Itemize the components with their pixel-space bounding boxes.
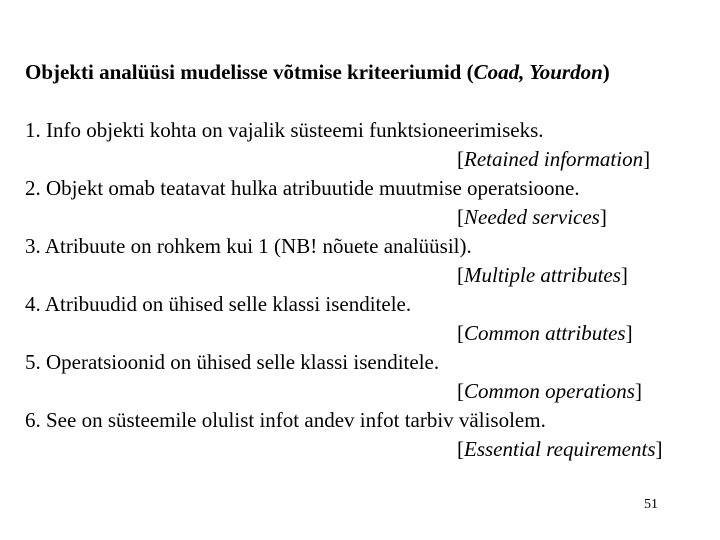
criterion-tag-label: Common operations [464, 379, 635, 403]
criterion-tag [25, 145, 715, 174]
bracket-close: ] [599, 205, 607, 229]
title-authors: Coad, Yourdon [473, 60, 603, 84]
criteria-list [25, 116, 715, 464]
bracket-open: [ [457, 437, 464, 461]
criterion-tag [25, 319, 715, 348]
bracket-open: [ [457, 263, 464, 287]
criterion-tag [25, 377, 715, 406]
criterion-text: 4. Atribuudid on ühised selle klassi isenditele. [25, 292, 412, 316]
criterion-tag [25, 261, 715, 290]
bracket-close: ] [655, 437, 663, 461]
bracket-close: ] [643, 147, 651, 171]
criterion-text: 5. Operatsioonid on ühised selle klassi isenditele. [25, 350, 440, 374]
criterion-tag [25, 203, 715, 232]
bracket-close: ] [634, 379, 642, 403]
criterion-text: 2. Objekt omab teatavat hulka atribuutide muutmise operatsioone. [25, 176, 580, 200]
criterion-tag-label: Essential requirements [464, 437, 656, 461]
criterion-tag-label: Multiple attributes [464, 263, 621, 287]
bracket-open: [ [457, 379, 464, 403]
bracket-open: [ [457, 205, 464, 229]
criterion-tag [25, 435, 715, 464]
title-suffix: ) [602, 60, 610, 84]
criterion-tag-label: Common attributes [464, 321, 626, 345]
criterion-text: 1. Info objekti kohta on vajalik süsteemi funktsioneerimiseks. [25, 118, 544, 142]
criterion-text: 3. Atribuute on rohkem kui 1 (NB! nõuete analüüsil). [25, 234, 472, 258]
bracket-close: ] [620, 263, 628, 287]
bracket-close: ] [625, 321, 633, 345]
slide-title [25, 58, 610, 86]
criterion-text: 6. See on süsteemile olulist infot andev infot tarbiv välisolem. [25, 408, 546, 432]
bracket-open: [ [457, 321, 464, 345]
page-number: 51 [644, 497, 658, 512]
title-prefix: Objekti analüüsi mudelisse võtmise kriteeriumid ( [25, 60, 474, 84]
criterion-tag-label: Retained information [464, 147, 644, 171]
bracket-open: [ [457, 147, 464, 171]
criterion-tag-label: Needed services [464, 205, 600, 229]
